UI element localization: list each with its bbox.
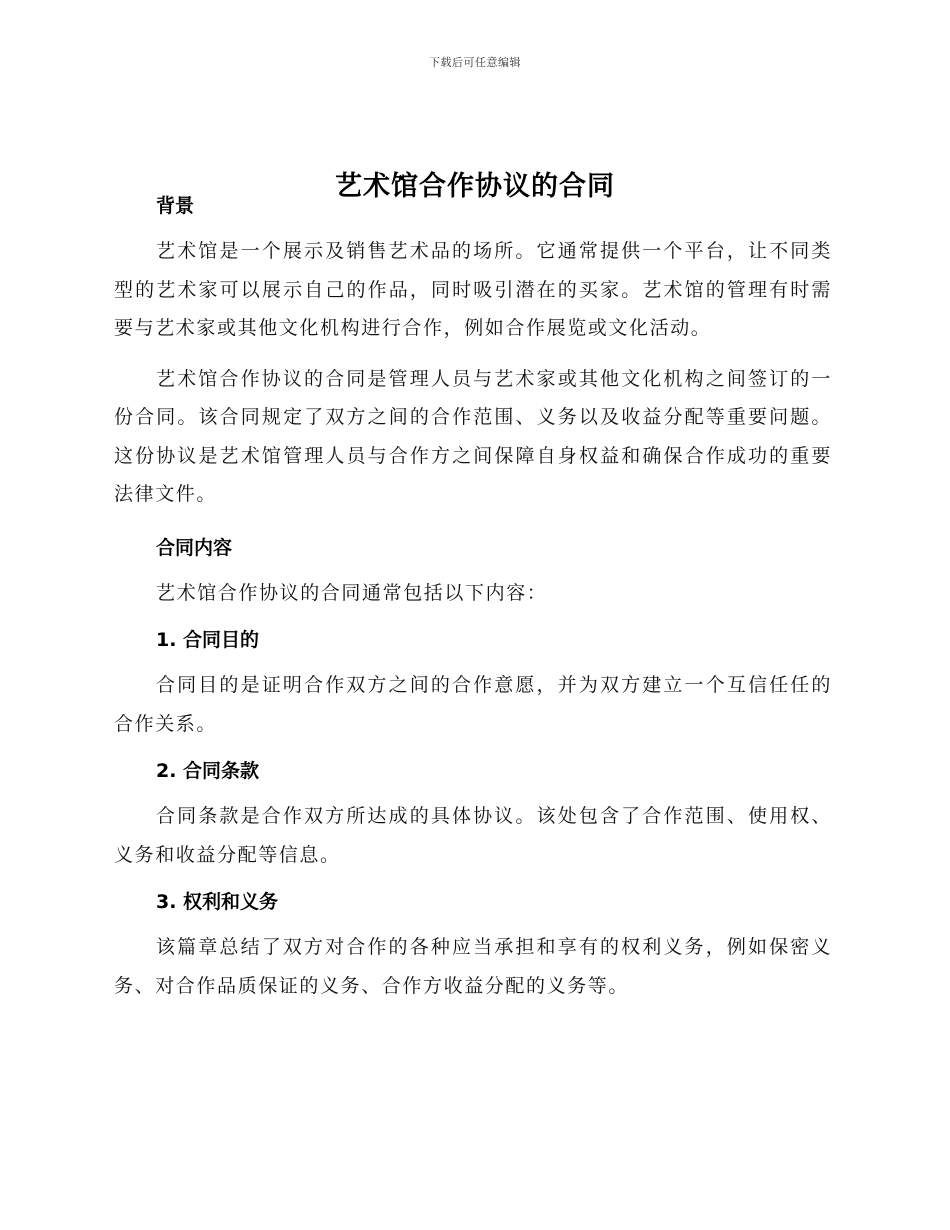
heading-contract-contents: 合同内容 <box>156 536 233 559</box>
paragraph-contract-purpose: 合同目的是证明合作双方之间的合作意愿，并为双方建立一个互信任任的合作关系。 <box>114 674 832 735</box>
heading-background: 背景 <box>156 195 195 217</box>
heading-rights-obligations: 3. 权利和义务 <box>156 891 279 913</box>
document-body <box>114 190 832 1005</box>
paragraph-background-2: 艺术馆合作协议的合同是管理人员与艺术家或其他文化机构之间签订的一份合同。该合同规定了双方之间的合作范围、义务以及收益分配等重要问题。这份协议是艺术馆管理人员与合作方之间保障自身权益和确保合作成功的重要法律文件。 <box>114 367 832 505</box>
paragraph-rights-obligations: 该篇章总结了双方对合作的各种应当承担和享有的权利义务，例如保密义务、对合作品质保证的义务、合作方收益分配的义务等。 <box>114 936 832 997</box>
heading-contract-purpose: 1. 合同目的 <box>156 629 260 651</box>
heading-contract-terms: 2. 合同条款 <box>156 760 260 782</box>
paragraph-contract-terms: 合同条款是合作双方所达成的具体协议。该处包含了合作范围、使用权、义务和收益分配等信息。 <box>114 805 832 866</box>
header-note: 下载后可任意编辑 <box>429 56 521 69</box>
paragraph-contract-contents: 艺术馆合作协议的合同通常包括以下内容： <box>156 581 548 604</box>
document-title: 艺术馆合作协议的合同 <box>335 171 615 203</box>
paragraph-background-1: 艺术馆是一个展示及销售艺术品的场所。它通常提供一个平台，让不同类型的艺术家可以展示自己的作品，同时吸引潜在的买家。艺术馆的管理有时需要与艺术家或其他文化机构进行合作，例如合作展览或文化活动。 <box>114 240 832 339</box>
